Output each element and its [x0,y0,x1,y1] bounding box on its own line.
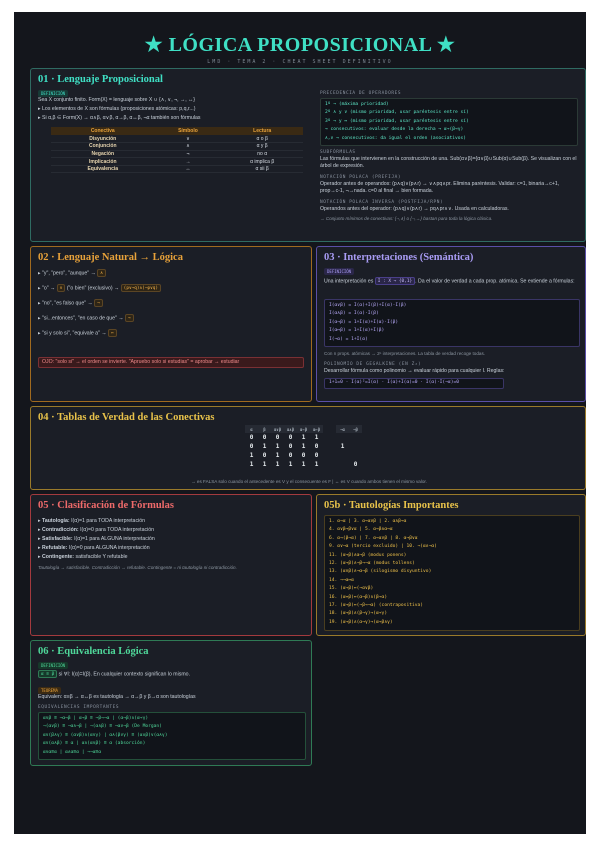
definition-tag: DEFINICIÓN [38,662,68,669]
col-header: α↔β [310,425,323,433]
cell: Conjunción [51,143,155,151]
cell: 1 [262,461,267,468]
cell: 0 [262,434,267,441]
note: Con n props. atómicas → 2ⁿ interpretaciones. La tabla de verdad recoge todas. [324,351,486,356]
item-text: "no", "es falso que" → [42,300,93,307]
interpretation-def [324,277,580,285]
list-item: 14. ¬¬α↔α [329,577,354,583]
spacer [323,451,336,460]
cell: 1 [262,443,267,450]
section-05b [316,494,586,636]
item-text: "si y solo si", "equivale a" → [42,330,107,337]
section-title: 04 · Tablas de Verdad de las Conectivas [38,412,215,423]
term: Refutable: [42,545,68,551]
term-def: I(α)=0 para ALGUNA interpretación [68,545,150,551]
bullet-2: ▸ Si α,β ∈ Form(X) → α∧β, α∨β, α→β, α↔β, ¬α también son fórmulas [38,115,201,121]
list-item: ▸ Refutable: I(α)=0 para ALGUNA interpretación [38,545,150,551]
polish-text: Operador antes de operandos: (p∧q)∨(p∧r) → ∨∧pq∧pr. Elimina paréntesis. Validar: c=1, binaria→c+1, prop→c-1, ¬→nada. c=0 al final → bien formada. [320,181,560,194]
cell [349,451,362,460]
code-line: ¬(α∨β) ≡ ¬α∧¬β | ¬(α∧β) ≡ ¬α∨¬β (De Morgan) [43,724,162,730]
code-line: α∨(β∧γ) ≡ (α∨β)∧(α∨γ) | α∧(β∨γ) ≡ (α∧β)∨(α∧γ) [43,732,168,738]
table-row [245,433,362,442]
cell: 0 [314,452,319,459]
table-row [51,135,303,143]
list-item: 9. α∨¬α (tercio excluido) | 10. ¬(α∧¬α) [329,544,437,550]
section-title: 06 · Equivalencia Lógica [38,646,149,657]
col-header: Lectura [221,127,303,135]
connective-chip: ∧ [97,269,106,277]
list-item: ▸ Contradicción: I(α)=0 para TODA interpretación [38,527,154,533]
cell: ¬ [155,150,222,158]
note: → es FALSA solo cuando el antecedente es V y el consecuente es F | ↔ es V cuando ambos tienen el mismo valor. [191,479,427,484]
list-item: ▸ "y", "pero", "aunque" → ∧ [38,269,308,278]
col-header: ¬β [349,425,362,433]
cell: 1 [275,452,280,459]
section-04 [30,406,586,490]
classification-list [38,517,308,562]
term: Contingente: [42,554,75,560]
col-header: β [258,425,271,433]
list-item: 16. (α↔β)↔(α→β)∧(β→α) [329,594,388,600]
def-text: . Da el valor de verdad a cada prop. atómica. Se extiende a fórmulas: [415,278,575,285]
list-item: ▸ "si y solo si", "equivale a" → ↔ [38,329,308,338]
list-item: ▸ Contingente: satisfacible Y refutable [38,554,128,560]
table-row [51,165,303,173]
code-line: I(α↔β) = 1+I(α)+I(β) [329,328,385,334]
page-subtitle: LMD · TEMA 2 · CHEAT SHEET DEFINITIVO [207,59,393,65]
table-row [51,150,303,158]
code-line: → consecutivos: evaluar desde la derecha → α→(β→γ) [325,127,464,133]
connective-chip: ¬ [94,299,103,307]
col-header: α [245,425,258,433]
rpn-title: NOTACIÓN POLACA INVERSA (POSTFIJA/RPN) [320,200,444,205]
table-row [51,158,303,166]
code-line: I(α∨β) = I(α)+I(β)+I(α)·I(β) [329,303,407,308]
cell [336,460,349,469]
cell: 0 [288,443,293,450]
section-02 [30,246,312,402]
section-06 [30,640,312,766]
truth-table [245,425,362,469]
tautology-list [324,515,580,631]
list-item: 19. (α→β)∧(α→γ)→(α→β∧γ) [329,619,393,625]
def-text: si ∀I: I(α)=I(β). En cualquier contexto significan lo mismo. [58,671,191,678]
section-title: 05b · Tautologías Importantes [324,500,459,511]
cell: no α [221,150,303,158]
cell: 1 [314,434,319,441]
col-header: Conectiva [51,127,155,135]
cell: ↔ [155,165,222,173]
cell: 0 [301,452,306,459]
cell: 1 [301,461,306,468]
col-header: α∨β [271,425,284,433]
list-item: 13. (α∨β)∧¬α→β (silogismo disyuntivo) [329,569,432,575]
cell: 0 [249,443,254,450]
cell: 1 [249,452,254,459]
term-def: satisfacible Y refutable [75,554,128,560]
theorem-text: Equivalen: α≡β → α↔β es tautología → α→β y β→α son tautologías [38,694,196,700]
section-03 [316,246,586,402]
col-header: Símbolo [155,127,222,135]
cell: → [155,158,222,166]
polynomial-text: Desarrollar fórmula como polinomio → evaluar rápido para cualquier I. Reglas: [324,368,505,374]
interpretation-chip: I : X → {0,1} [375,277,415,285]
cell: Equivalencia [51,165,155,173]
spacer [323,433,336,442]
list-item: 17. (α→β)↔(¬β→¬α) (contrapositiva) [329,602,424,608]
page-title: ★ LÓGICA PROPOSICIONAL ★ [144,34,456,56]
cell: 0 [262,452,267,459]
polynomial-title: POLINOMIO DE GEGALKINE (EN Z₂) [324,362,422,367]
bullet-1: ▸ Los elementos de X son fórmulas (proposiciones atómicas: p,q,r...) [38,106,196,112]
cell: 0 [288,434,293,441]
polynomial-rules [324,378,504,389]
note: Tautología → satisfacible. Contradicción → refutable. Contingente = ni tautología ni contradicción. [38,565,237,570]
col-header: α∧β [284,425,297,433]
subformulas-title: SUBFÓRMULAS [320,150,356,155]
code-line: α∨α≡α | α∧α≡α | ¬¬α≡α [43,749,102,755]
col-header: α→β [297,425,310,433]
precedence-title: PRECEDENCIA DE OPERADORES [320,91,402,96]
bullet-text: Si α,β ∈ Form(X) → α∧β, α∨β, α→β, α↔β, ¬α también son fórmulas [42,115,201,121]
cell: Implicación [51,158,155,166]
cell: 1 [249,461,254,468]
section-title: 01 · Lenguaje Proposicional [38,74,163,85]
list-item: 15. (α→β)↔(¬α∨β) [329,586,374,592]
cell [336,451,349,460]
cell: 0 [353,461,358,468]
cell: α y β [221,143,303,151]
term-def: I(α)=1 para ALGUNA interpretación [74,536,155,542]
cell: ∧ [155,143,222,151]
definition-tag: DEFINICIÓN [324,268,354,275]
cell: 1 [288,461,293,468]
connective-chip: (p∨¬q)∧(¬p∨q) [121,284,161,292]
code-line: I(α→β) = 1+I(α)+I(α)·I(β) [329,319,399,325]
cell: Negación [51,150,155,158]
connectives-table [51,127,303,173]
cell: 1 [301,434,306,441]
cell: Disyunción [51,135,155,143]
section-title: 05 · Clasificación de Fórmulas [38,500,174,511]
list-item: ▸ Tautología: I(α)=1 para TODA interpretación [38,518,145,524]
code-line: α∨β ≡ ¬α→β | α→β ≡ ¬β→¬α | (α→β)∧(α→γ) [43,716,149,721]
cell: 1 [275,443,280,450]
rpn-text: Operandos antes del operador: (p∧q)∨(p∧r) → pq∧pr∧∨. Usada en calculadoras. [320,206,509,212]
item-text: "y", "pero", "aunque" → [42,270,96,277]
term-def: I(α)=0 para TODA interpretación [80,527,154,533]
subformulas-text: Las fórmulas que intervienen en la construcción de una. Sub(α∨β)={α∨β}∪Sub(α)∪Sub(β). Se visualizan con el árbol de expresión. [320,156,577,169]
list-item: 18. (α→β)∧(β→γ)→(α→γ) [329,611,388,617]
section-title: 03 · Interpretaciones (Semántica) [324,252,474,263]
table-row [51,143,303,151]
list-item: ▸ "o" → ∨ ("o bien" (exclusivo) → (p∨¬q)∧(¬p∨q) [38,284,308,293]
cell: ∨ [155,135,222,143]
cell: 0 [275,434,280,441]
section-01 [30,68,586,242]
note: → Conjunto mínimos de conectivas: {¬,∧} o {¬,→} bastan para toda la lógica clásica. [320,216,493,221]
cell [336,433,349,442]
cell [349,433,362,442]
cell: 1 [275,461,280,468]
polish-title: NOTACIÓN POLACA (PREFIJA) [320,175,402,180]
equivalences-title: EQUIVALENCIAS IMPORTANTES [38,705,120,710]
term: Contradicción: [42,527,79,533]
list-item: 11. (α→β)∧α→β (modus ponens) [329,552,407,558]
connective-chip: → [125,314,134,322]
section-title: 02 · Lenguaje Natural → Lógica [38,252,183,263]
definition-tag: DEFINICIÓN [38,90,68,97]
connective-chip: ∨ [57,284,66,292]
table-row [245,442,362,451]
interpretation-code [324,299,580,347]
spacer [323,442,336,451]
code-line: I(α∧β) = I(α)·I(β) [329,311,379,317]
list-item: 6. α→(β→α) | 7. α→α∨β | 8. α→β∨α [329,535,418,541]
cell: α implica β [221,158,303,166]
cell: 1 [340,443,345,450]
code-line: 2º ∧ y ∨ (mismo prioridad, usar paréntesis entre sí) [325,110,469,116]
list-item: ▸ "si...entonces", "en caso de que" → → [38,314,308,323]
cell: 0 [314,443,319,450]
definition-text: Sea X conjunto finito. Form(X) = lenguaje sobre X ∪ {∧, ∨, ¬, →, ↔} [38,97,196,103]
table-row [245,460,362,469]
code-line: 3º → y ↔ (mismo prioridad, usar paréntesis entre sí) [325,118,469,124]
spacer [323,425,336,433]
item-text: "o" → [42,285,56,292]
equivalence-chip: α ≡ β [38,670,57,678]
list-item: 4. α∨β→β∨α | 5. α→β∧α→α [329,527,393,533]
header [14,12,586,72]
cell: α o β [221,135,303,143]
table-row [245,451,362,460]
cell: α sii β [221,165,303,173]
theorem-tag: TEOREMA [38,687,61,694]
def-text: Una interpretación es [324,278,374,285]
list-item: 12. (α→β)∧¬β→¬α (modus tollens) [329,560,415,566]
item-text: ("o bien" (exclusivo) → [66,285,120,292]
cell: 0 [288,452,293,459]
list-item: 1. α→α | 3. α→α∨β | 2. α∧β→α [329,519,407,524]
cell: 1 [301,443,306,450]
code-line: 1+1=0 · I(α)²=I(α) · I(α)+I(α)=0 · I(α)·I(¬α)=0 [329,380,459,385]
warning-note: OJO: "solo si" → el orden se invierte. "Apruebo solo si estudias" = aprobar → estudiar [38,357,304,368]
cell [349,442,362,451]
term-def: I(α)=1 para TODA interpretación [71,518,145,524]
term: Satisfacible: [42,536,73,542]
translation-list [38,269,308,338]
connective-chip: ↔ [108,329,117,337]
list-item: ▸ Satisfacible: I(α)=1 para ALGUNA interpretación [38,536,155,542]
code-line: 1º ¬ (máxima prioridad) [325,102,389,107]
cheat-sheet [14,12,586,834]
item-text: "si...entonces", "en caso de que" → [42,315,124,322]
col-header: ¬α [336,425,349,433]
code-line: I(¬α) = 1+I(α) [329,336,368,342]
bullet-text: Los elementos de X son fórmulas (proposiciones atómicas: p,q,r...) [42,106,196,112]
spacer [323,460,336,469]
code-line: α∨(α∧β) ≡ α | α∧(α∨β) ≡ α (absorción) [43,741,146,747]
equivalences-code [38,712,306,760]
code-line: ∧,∨ → consecutivos: da igual el orden (asociativos) [325,135,467,141]
equivalence-def [38,670,308,678]
section-05 [30,494,312,636]
cell: 1 [314,461,319,468]
term: Tautología: [42,518,70,524]
cell: 0 [249,434,254,441]
list-item: ▸ "no", "es falso que" → ¬ [38,299,308,308]
precedence-code [320,98,578,146]
